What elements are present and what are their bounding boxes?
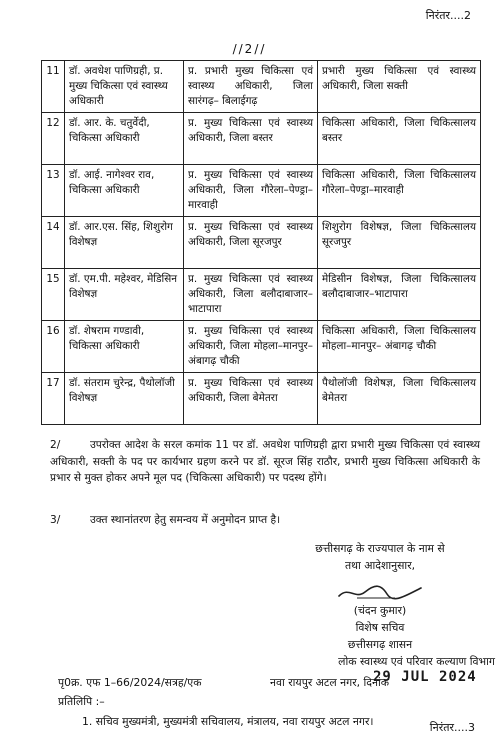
name-cell: डॉ. एम.पी. महेश्वर, मेडिसिन विशेषज्ञ bbox=[65, 269, 184, 321]
continued-note-bottom: निरंतर....3 bbox=[429, 721, 475, 734]
authority-line-1: छत्तीसगढ़ के राज्यपाल के नाम से bbox=[315, 542, 445, 555]
current-post-cell: प्र. मुख्य चिकित्सा एवं स्वास्थ्य अधिकारी, जिला बलौदाबाजार–भाटापारा bbox=[184, 269, 318, 321]
page-number: //2// bbox=[232, 42, 267, 56]
table-row bbox=[42, 269, 481, 321]
serial-cell: 16 bbox=[42, 321, 65, 373]
continued-note-top: निरंतर....2 bbox=[425, 9, 471, 22]
new-post-cell: चिकित्सा अधिकारी, जिला चिकित्सालय मोहला–मानपुर– अंबागढ़ चौकी bbox=[318, 321, 481, 373]
serial-cell: 11 bbox=[42, 61, 65, 113]
serial-cell: 14 bbox=[42, 217, 65, 269]
authority-block bbox=[270, 540, 490, 574]
table-row bbox=[42, 217, 481, 269]
table-row bbox=[42, 113, 481, 165]
table-row bbox=[42, 61, 481, 113]
current-post-cell: प्र. मुख्य चिकित्सा एवं स्वास्थ्य अधिकारी, जिला बेमेतरा bbox=[184, 373, 318, 425]
paragraph-2-text: उपरोक्त आदेश के सरल कमांक 11 पर डॉ. अवधेश पाणिग्रही द्वारा प्रभारी मुख्य चिकित्सा एवं स्वास्थ्य अधिकारी, सक्ती के पद पर कार्यभार ग्रहण करने पर डॉ. सूरज सिंह राठौर, प्रभारी मुख्य चिकित्सा अधिकारी के प्रभार से मुक्त होकर अपने मूल पद (चिकित्सा अधिकारी) पर पदस्थ होंगे। bbox=[50, 439, 480, 484]
serial-cell: 13 bbox=[42, 165, 65, 217]
name-cell: डॉ. अवधेश पाणिग्रही, प्र. मुख्य चिकित्सा एवं स्वास्थ्य अधिकारी bbox=[65, 61, 184, 113]
current-post-cell: प्र. मुख्य चिकित्सा एवं स्वास्थ्य अधिकारी, जिला बस्तर bbox=[184, 113, 318, 165]
paragraph-2 bbox=[50, 437, 480, 487]
officer-designation: विशेष सचिव bbox=[355, 621, 405, 634]
handwritten-signature bbox=[335, 576, 425, 604]
serial-cell: 17 bbox=[42, 373, 65, 425]
current-post-cell: प्र. प्रभारी मुख्य चिकित्सा एवं स्वास्थ्य अधिकारी, जिला सारंगढ़– बिलाईगढ़ bbox=[184, 61, 318, 113]
table-row bbox=[42, 165, 481, 217]
recipient-item: 1. सचिव मुख्यमंत्री, मुख्यमंत्री सचिवालय, मंत्रालय, नवा रायपुर अटल नगर। bbox=[82, 715, 374, 728]
officer-department: लोक स्वास्थ्य एवं परिवार कल्याण विभाग bbox=[338, 655, 495, 668]
paragraph-3-text: उक्त स्थानांतरण हेतु समन्वय में अनुमोदन प्राप्त है। bbox=[90, 514, 281, 526]
authority-line-2: तथा आदेशानुसार, bbox=[344, 559, 416, 572]
paragraph-2-number: 2/ bbox=[50, 439, 61, 451]
new-post-cell: मेडिसीन विशेषज्ञ, जिला चिकित्सालय बलौदाबाजार–भाटापारा bbox=[318, 269, 481, 321]
new-post-cell: शिशुरोग विशेषज्ञ, जिला चिकित्सालय सूरजपुर bbox=[318, 217, 481, 269]
date-stamp: 29 JUL 2024 bbox=[373, 669, 477, 685]
new-post-cell: चिकित्सा अधिकारी, जिला चिकित्सालय गौरेला–पेण्ड्रा–मारवाही bbox=[318, 165, 481, 217]
officer-government: छत्तीसगढ़ शासन bbox=[347, 638, 413, 651]
name-cell: डॉ. आर. के. चतुर्वेदी, चिकित्सा अधिकारी bbox=[65, 113, 184, 165]
table-row bbox=[42, 321, 481, 373]
endorsement-place: नवा रायपुर अटल नगर, दिनांक bbox=[270, 676, 390, 689]
officer-name: (चंदन कुमार) bbox=[353, 604, 407, 617]
paragraph-3 bbox=[50, 512, 480, 529]
transfer-table bbox=[41, 60, 481, 425]
serial-cell: 12 bbox=[42, 113, 65, 165]
table-row bbox=[42, 373, 481, 425]
copy-label: प्रतिलिपि :– bbox=[58, 695, 105, 708]
name-cell: डॉ. आर.एस. सिंह, शिशुरोग विशेषज्ञ bbox=[65, 217, 184, 269]
current-post-cell: प्र. मुख्य चिकित्सा एवं स्वास्थ्य अधिकारी, जिला सूरजपुर bbox=[184, 217, 318, 269]
name-cell: डॉ. आई. नागेश्वर राव, चिकित्सा अधिकारी bbox=[65, 165, 184, 217]
current-post-cell: प्र. मुख्य चिकित्सा एवं स्वास्थ्य अधिकारी, जिला गौरेला–पेण्ड्रा–मारवाही bbox=[184, 165, 318, 217]
name-cell: डॉ. शेषराम गण्डावी, चिकित्सा अधिकारी bbox=[65, 321, 184, 373]
name-cell: डॉ. संतराम चुरेन्द्र, पैथोलॉजी विशेषज्ञ bbox=[65, 373, 184, 425]
new-post-cell: प्रभारी मुख्य चिकित्सा एवं स्वास्थ्य अधिकारी, जिला सक्ती bbox=[318, 61, 481, 113]
endorsement-ref: पृ0क्र. एफ 1–66/2024/सत्रह/एक bbox=[58, 676, 202, 689]
serial-cell: 15 bbox=[42, 269, 65, 321]
paragraph-3-number: 3/ bbox=[50, 514, 61, 526]
new-post-cell: चिकित्सा अधिकारी, जिला चिकित्सालय बस्तर bbox=[318, 113, 481, 165]
officer-block bbox=[270, 602, 490, 653]
new-post-cell: पैथोलॉजी विशेषज्ञ, जिला चिकित्सालय बेमेतरा bbox=[318, 373, 481, 425]
current-post-cell: प्र. मुख्य चिकित्सा एवं स्वास्थ्य अधिकारी, जिला मोहला–मानपुर– अंबागढ़ चौकी bbox=[184, 321, 318, 373]
